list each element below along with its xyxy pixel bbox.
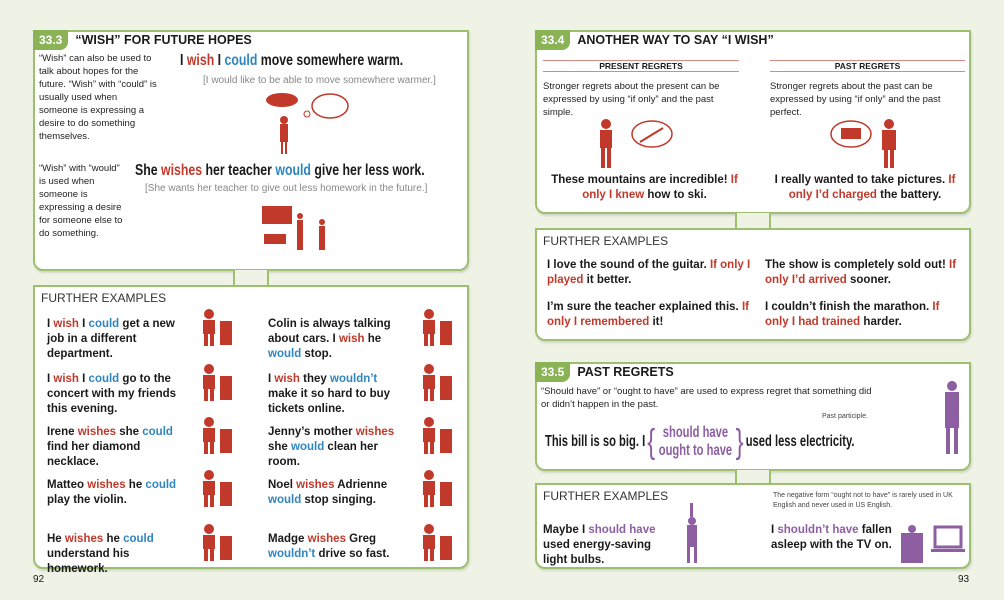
example-after: used less electricity. (745, 433, 855, 450)
explanation-could: “Wish” can also be used to talk about hopes for the future. “Wish” with “could” is usually used when someone is expressing a desire to do something themselves. (39, 53, 157, 142)
option-ought-to-have: ought to have (658, 442, 733, 459)
example-item (268, 425, 403, 470)
text-segment: I’m sure the teacher explained this. (547, 301, 742, 313)
sleeping-tv-icon (899, 521, 967, 566)
brace-close: } (735, 423, 744, 461)
example-item (765, 300, 965, 330)
text-segment: I (180, 52, 187, 69)
section-33-3 (33, 30, 469, 271)
text-segment: get a new job in a different department. (47, 318, 175, 360)
example-illustration-icon (195, 522, 235, 562)
highlighted-phrase: wish (186, 52, 215, 69)
further-examples-label: FURTHER EXAMPLES (41, 291, 167, 305)
text-segment: Adrienne (334, 479, 388, 491)
text-segment: she (116, 426, 143, 438)
text-segment: I love the sound of the guitar. (547, 259, 710, 271)
highlighted-phrase: wish (338, 333, 365, 345)
example-illustration-icon (195, 468, 235, 508)
example-item (47, 425, 187, 470)
text-segment: Colin is always talking about cars. I (268, 318, 391, 345)
annotation-past-participle: Past participle. (822, 413, 868, 420)
highlighted-phrase: If only I knew (582, 174, 738, 201)
example-illustration-icon (415, 468, 455, 508)
text-segment: she (268, 441, 292, 453)
further-examples-left (33, 285, 469, 575)
highlighted-phrase: wishes (161, 162, 203, 179)
further-examples-should-have (535, 483, 971, 569)
page-number-left: 92 (33, 574, 45, 585)
text-segment: I (78, 373, 89, 385)
text-segment: I (78, 318, 89, 330)
text-segment: it! (649, 316, 664, 328)
highlighted-phrase: wishes (77, 426, 117, 438)
example-illustration-icon (195, 415, 235, 455)
section-number: 33.5 (535, 362, 570, 382)
option-should-have: should have (662, 424, 729, 441)
text-segment: fallen asleep with the TV on. (771, 524, 892, 551)
section-33-4 (535, 30, 971, 214)
text-segment: I really wanted to take pictures. (774, 174, 949, 186)
text-segment: These mountains are incredible! (551, 174, 731, 186)
text-segment: play the violin. (47, 494, 127, 506)
section-title: PAST REGRETS (577, 365, 674, 379)
highlighted-phrase: could (224, 52, 258, 69)
brace-options (659, 424, 732, 460)
example-item (47, 532, 187, 577)
camera-woman-battery-icon (829, 118, 909, 170)
text-segment: he (125, 479, 146, 491)
text-segment: how to ski. (644, 189, 707, 201)
text-segment: Matteo (47, 479, 88, 491)
example-item (547, 300, 757, 330)
text-segment: make it so hard to buy tickets online. (268, 388, 391, 415)
text-segment: I (47, 318, 54, 330)
text-segment: I (214, 52, 225, 69)
highlighted-phrase: If only I played (547, 259, 751, 286)
highlighted-phrase: wishes (64, 533, 104, 545)
example-item (771, 523, 901, 553)
worried-person-bill-icon (937, 372, 967, 457)
example-illustration-icon (415, 362, 455, 402)
example-before: This bill is so big. I (545, 433, 646, 450)
example-item (765, 258, 965, 288)
example-illustration-icon (195, 362, 235, 402)
text-segment: used energy-saving light bulbs. (543, 539, 652, 566)
highlighted-phrase: could (145, 479, 177, 491)
example-gloss: [She wants her teacher to give out less homework in the future.] (145, 183, 428, 194)
text-segment: he (103, 533, 124, 545)
text-segment: I (771, 524, 778, 536)
example-item (268, 532, 403, 562)
highlighted-phrase: could (88, 318, 120, 330)
explanation: “Should have” or “ought to have” are used to express regret that something did or didn’t happen in the past. (541, 386, 872, 410)
section-title: “WISH” FOR FUTURE HOPES (75, 33, 252, 47)
highlighted-phrase: wouldn’t (330, 373, 378, 385)
highlighted-phrase: If only I remembered (547, 301, 749, 328)
section-33-5 (535, 362, 971, 471)
example-item (268, 317, 403, 362)
highlighted-phrase: could (123, 533, 154, 545)
text-segment: her teacher (202, 162, 276, 179)
text-segment: he (364, 333, 382, 345)
text-segment: The show is completely sold out! (765, 259, 950, 271)
example-item (47, 317, 187, 362)
person-changing-bulb-icon (682, 503, 702, 565)
highlighted-phrase: would (268, 494, 302, 506)
text-segment: drive so fast. (315, 548, 390, 560)
text-segment: move somewhere warm. (257, 52, 404, 69)
highlighted-phrase: wishes (296, 479, 335, 491)
example-illustration-icon (415, 522, 455, 562)
cold-woman-dreaming-icon (260, 90, 370, 155)
example-gloss: [I would like to be able to move somewhere warmer.] (203, 75, 436, 86)
connector (735, 470, 771, 484)
present-regrets-text: Stronger regrets about the present can be expressed by using “if only” and the past simple. (543, 81, 720, 118)
section-number: 33.4 (535, 30, 570, 50)
text-segment: I couldn’t finish the marathon. (765, 301, 933, 313)
example-sentence (135, 162, 425, 180)
example-item (547, 258, 757, 288)
highlighted-phrase: wishes (87, 479, 126, 491)
text-segment: go to the concert with my friends this evening. (47, 373, 177, 415)
text-segment: it better. (583, 274, 632, 286)
past-regrets-text: Stronger regrets about the past can be expressed by using “if only” and the past perfect. (770, 81, 941, 118)
highlighted-phrase: wish (53, 373, 79, 385)
text-segment: stop singing. (301, 494, 376, 506)
further-examples-if-only (535, 228, 971, 341)
highlighted-phrase: could (142, 426, 173, 438)
highlighted-phrase: would (268, 348, 302, 360)
text-segment: Noel (268, 479, 297, 491)
text-segment: I (268, 373, 275, 385)
text-segment: clean her room. (268, 441, 378, 468)
text-segment: He (47, 533, 65, 545)
skier-dreaming-icon (595, 118, 675, 170)
text-segment: Jenny’s mother (268, 426, 356, 438)
page-number-right: 93 (958, 574, 970, 585)
text-segment: Greg (345, 533, 377, 545)
past-regrets-example (765, 173, 965, 203)
highlighted-phrase: would (275, 162, 311, 179)
example-item (543, 523, 678, 568)
example-item (47, 478, 187, 508)
text-segment: sooner. (846, 274, 891, 286)
text-segment: Maybe I (543, 524, 589, 536)
highlighted-phrase: If only I had trained (765, 301, 940, 328)
example-sentence-row (545, 424, 854, 460)
past-regrets-heading: PAST REGRETS (770, 60, 965, 72)
further-examples-label: FURTHER EXAMPLES (543, 234, 669, 248)
example-illustration-icon (415, 415, 455, 455)
text-segment: She (135, 162, 162, 179)
text-segment: Madge (268, 533, 308, 545)
text-segment: they (299, 373, 330, 385)
text-segment: the battery. (876, 189, 942, 201)
example-illustration-icon (195, 307, 235, 347)
section-title: ANOTHER WAY TO SAY “I WISH” (577, 33, 774, 47)
text-segment: understand his homework. (47, 548, 130, 575)
highlighted-phrase: would (291, 441, 325, 453)
highlighted-phrase: wish (274, 373, 300, 385)
highlighted-phrase: wouldn’t (268, 548, 316, 560)
text-segment: find her diamond necklace. (47, 441, 141, 468)
section-number: 33.3 (33, 30, 68, 50)
text-segment: I (47, 373, 54, 385)
brace-open: { (647, 423, 656, 461)
highlighted-phrase: If only I’d arrived (765, 259, 957, 286)
example-illustration-icon (415, 307, 455, 347)
example-item (268, 478, 403, 508)
highlighted-phrase: should have (588, 524, 656, 536)
text-segment: give her less work. (310, 162, 425, 179)
highlighted-phrase: wishes (355, 426, 395, 438)
example-item (47, 372, 187, 417)
present-regrets-example (542, 173, 747, 203)
further-examples-label: FURTHER EXAMPLES (543, 489, 669, 503)
explanation-would: “Wish” with “would” is used when someone is expressing a desire for someone else to do something. (39, 163, 123, 239)
highlighted-phrase: shouldn’t have (777, 524, 859, 536)
highlighted-phrase: could (88, 373, 120, 385)
example-item (268, 372, 403, 417)
text-segment: Irene (47, 426, 78, 438)
highlighted-phrase: If only I’d charged (788, 174, 956, 201)
highlighted-phrase: wish (53, 318, 79, 330)
classroom-teacher-icon (260, 204, 340, 254)
annotation-negative-form: The negative form “ought not to have” is rarely used in UK English and never used in US English. (773, 492, 953, 509)
example-sentence (180, 52, 403, 70)
text-segment: stop. (301, 348, 332, 360)
text-segment: harder. (860, 316, 902, 328)
present-regrets-heading: PRESENT REGRETS (543, 60, 739, 72)
highlighted-phrase: wishes (307, 533, 346, 545)
